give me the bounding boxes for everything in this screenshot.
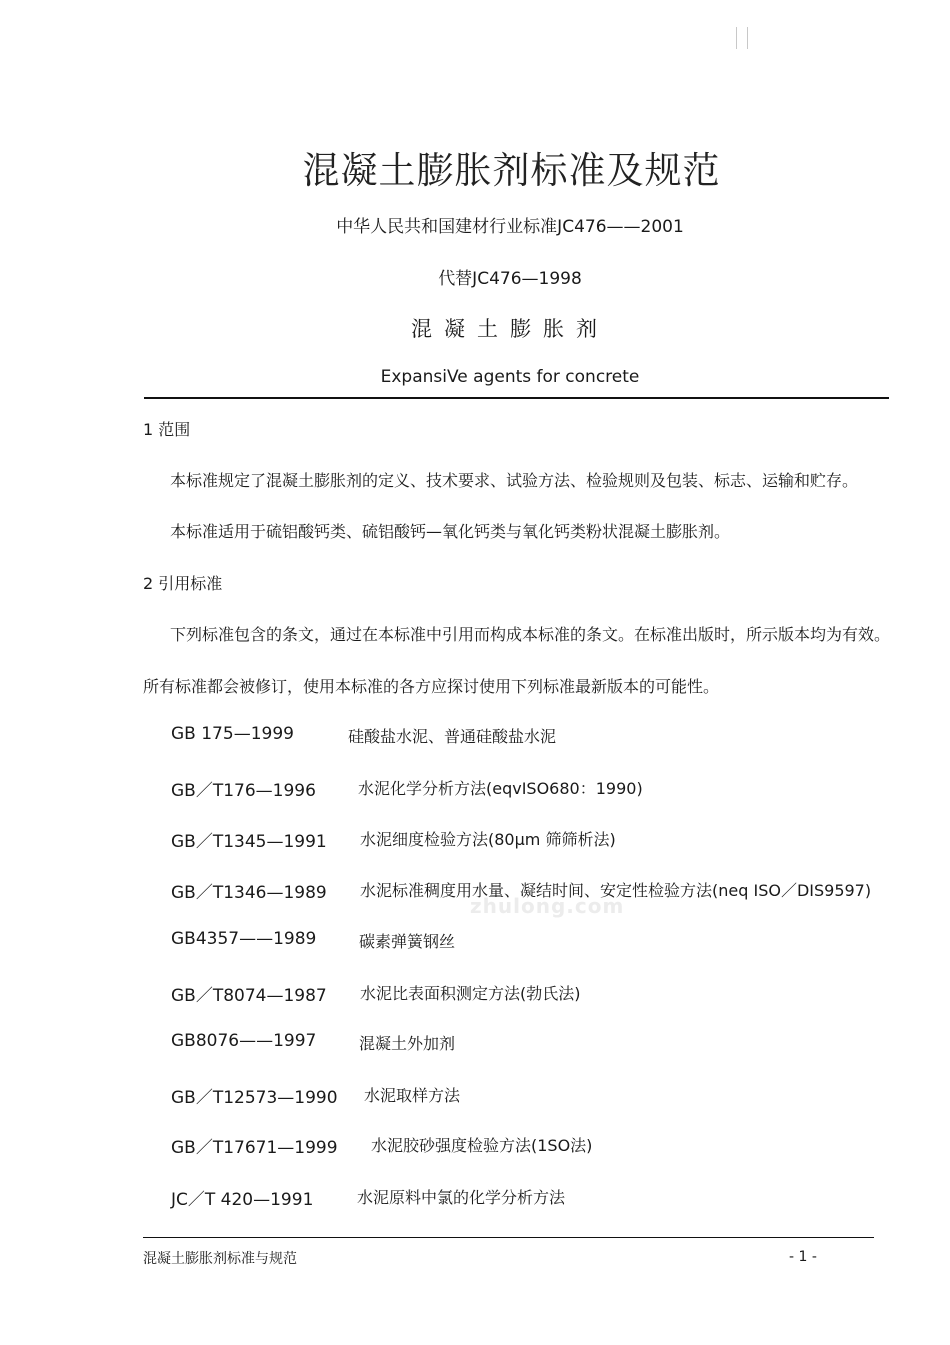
scope-paragraph-2: 本标准适用于硫铝酸钙类、硫铝酸钙—氧化钙类与氧化钙类粉状混凝土膨胀剂。 [170,522,731,541]
standard-code: GB／T12573—1990 [171,1088,338,1108]
standard-name: 水泥胶砂强度检验方法(1SO法) [371,1136,593,1155]
standard-code: GB／T8074—1987 [171,986,327,1006]
footer-divider [143,1237,874,1238]
footer-title: 混凝土膨胀剂标准与规范 [143,1251,297,1267]
standard-code: JC／T 420—1991 [171,1190,314,1210]
standard-name: 水泥比表面积测定方法(勃氏法) [360,984,581,1003]
section-heading-references: 2 引用标准 [143,574,223,593]
standard-code: GB／T176—1996 [171,781,316,801]
scope-paragraph-1: 本标准规定了混凝土膨胀剂的定义、技术要求、试验方法、检验规则及包装、标志、运输和贮存。 [170,471,859,490]
section-heading-scope: 1 范围 [143,420,191,439]
replaces-line: 代替JC476—1998 [438,269,582,289]
standard-code: GB4357——1989 [171,929,317,949]
watermark: zhulong.com [470,894,625,918]
standard-number-line: 中华人民共和国建材行业标准JC476——2001 [336,217,684,237]
page-number: - 1 - [789,1249,817,1265]
standard-name: 硅酸盐水泥、普通硅酸盐水泥 [348,727,557,746]
page-title: 混凝土膨胀剂标准及规范 [302,149,721,192]
corner-mark-left [736,27,737,49]
references-paragraph-line-2: 所有标准都会被修订，使用本标准的各方应探讨使用下列标准最新版本的可能性。 [143,677,720,696]
standard-name: 碳素弹簧钢丝 [359,932,456,951]
standard-name: 水泥细度检验方法(80μm 筛筛析法) [360,830,616,849]
standard-name: 水泥标准稠度用水量、凝结时间、安定性检验方法(neq ISO／DIS9597) [360,881,872,900]
references-paragraph-line-1: 下列标准包含的条文，通过在本标准中引用而构成本标准的条文。在标准出版时，所示版本均为有效。 [170,625,891,644]
standard-name: 水泥原料中氯的化学分析方法 [357,1188,566,1207]
corner-mark-right [747,27,748,49]
standard-name: 混凝土外加剂 [359,1034,456,1053]
standard-code: GB／T17671—1999 [171,1138,338,1158]
subtitle-chinese: 混凝土膨胀剂 [411,317,609,341]
standard-code: GB／T1345—1991 [171,832,327,852]
standard-name: 水泥化学分析方法(eqvISO680：1990) [358,779,643,798]
standard-code: GB 175—1999 [171,724,294,744]
header-divider [144,397,889,399]
standard-code: GB8076——1997 [171,1031,317,1051]
standard-code: GB／T1346—1989 [171,883,327,903]
standard-name: 水泥取样方法 [364,1086,461,1105]
subtitle-english: ExpansiVe agents for concrete [380,367,640,387]
